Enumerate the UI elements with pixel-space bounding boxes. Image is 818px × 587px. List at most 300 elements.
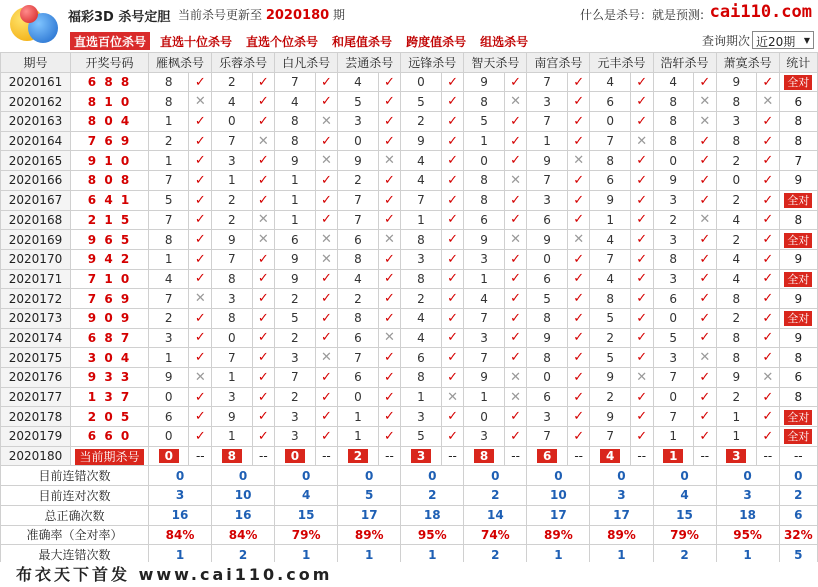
period-cell: 2020176 [1, 368, 71, 388]
chevron-down-icon: ▼ [803, 36, 810, 45]
kill-number: 4 [716, 210, 756, 230]
check-icon: ✓ [315, 427, 338, 447]
kill-number: 7 [464, 348, 504, 368]
stats-value: 17 [527, 505, 590, 525]
check-icon: ✓ [693, 72, 716, 92]
kill-number: 8 [653, 131, 693, 151]
check-icon: ✓ [378, 407, 401, 427]
current-row [1, 446, 818, 466]
kill-number: 0 [212, 328, 252, 348]
table-row [1, 72, 818, 92]
cross-icon: ✕ [757, 92, 780, 112]
check-icon: ✓ [315, 328, 338, 348]
kill-number: 7 [590, 131, 630, 151]
check-icon: ✓ [378, 269, 401, 289]
kill-number: 1 [212, 427, 252, 447]
kill-number: 1 [653, 427, 693, 447]
current-label-cell [71, 446, 149, 466]
kill-number: 9 [590, 407, 630, 427]
stats-value: 0 [653, 466, 716, 486]
draw-number: 6 4 1 [71, 190, 149, 210]
check-icon: ✓ [378, 387, 401, 407]
all-correct-badge: 全对 [784, 410, 812, 425]
check-icon: ✓ [252, 269, 275, 289]
kill-number: 9 [275, 151, 315, 171]
column-header: 萧寞杀号 [716, 53, 779, 73]
kill-number: 2 [590, 328, 630, 348]
period-cell: 2020167 [1, 190, 71, 210]
stats-value: 5 [779, 545, 817, 565]
table-row [1, 190, 818, 210]
check-icon: ✓ [378, 348, 401, 368]
site-link[interactable]: cai110.com [709, 2, 812, 22]
kill-table [0, 52, 818, 565]
check-icon: ✓ [189, 348, 212, 368]
kill-number: 7 [275, 72, 315, 92]
check-icon: ✓ [315, 368, 338, 388]
kill-number: 1 [464, 131, 504, 151]
cross-icon: ✕ [378, 328, 401, 348]
kill-number: 8 [401, 230, 441, 250]
check-icon: ✓ [315, 407, 338, 427]
cross-icon: ✕ [315, 249, 338, 269]
check-icon: ✓ [189, 407, 212, 427]
current-kill-number: 4 [600, 449, 620, 463]
kill-number: 2 [716, 387, 756, 407]
check-icon: ✓ [189, 269, 212, 289]
stats-value: 0 [464, 466, 527, 486]
current-kill-number: 6 [537, 449, 557, 463]
draw-number: 7 1 0 [71, 269, 149, 289]
kill-number: 1 [275, 190, 315, 210]
nav-tab-5[interactable]: 组选杀号 [480, 35, 529, 49]
cross-icon: ✕ [441, 387, 464, 407]
kill-number: 8 [527, 348, 567, 368]
stats-label: 最大连错次数 [1, 545, 149, 565]
kill-number: 7 [590, 427, 630, 447]
nav-tab-4[interactable]: 跨度值杀号 [406, 35, 467, 49]
cross-icon: ✕ [252, 131, 275, 151]
check-icon: ✓ [630, 249, 653, 269]
cross-icon: ✕ [315, 348, 338, 368]
column-header: 统计 [779, 53, 817, 73]
pending-dash: -- [757, 446, 780, 466]
kill-number: 7 [149, 289, 189, 309]
kill-number: 4 [653, 72, 693, 92]
draw-number: 3 0 4 [71, 348, 149, 368]
stat-cell [779, 190, 817, 210]
logo [6, 3, 64, 45]
kill-number: 0 [590, 112, 630, 132]
kill-number: 0 [149, 427, 189, 447]
kill-number: 7 [338, 348, 378, 368]
kill-number: 3 [401, 249, 441, 269]
pending-dash: -- [315, 446, 338, 466]
stats-value: 89% [527, 525, 590, 545]
draw-number: 6 8 8 [71, 72, 149, 92]
check-icon: ✓ [757, 348, 780, 368]
nav-tab-1[interactable]: 直选十位杀号 [160, 35, 233, 49]
stats-value: 1 [149, 545, 212, 565]
table-row [1, 230, 818, 250]
kill-number: 3 [527, 407, 567, 427]
kill-number: 1 [149, 348, 189, 368]
stat-cell: 7 [779, 151, 817, 171]
update-suffix: 期 [333, 8, 346, 22]
kill-number: 6 [401, 348, 441, 368]
check-icon: ✓ [252, 249, 275, 269]
kill-number: 1 [275, 171, 315, 191]
check-icon: ✓ [504, 348, 527, 368]
stats-value: 0 [779, 466, 817, 486]
header [0, 0, 818, 52]
check-icon: ✓ [315, 171, 338, 191]
check-icon: ✓ [252, 387, 275, 407]
kill-number: 8 [275, 112, 315, 132]
stats-value: 2 [464, 486, 527, 506]
check-icon: ✓ [252, 308, 275, 328]
stat-cell: -- [779, 446, 817, 466]
kill-number: 9 [716, 368, 756, 388]
kill-number: 8 [464, 92, 504, 112]
stat-cell: 9 [779, 249, 817, 269]
period-cell: 2020171 [1, 269, 71, 289]
table-row [1, 92, 818, 112]
check-icon: ✓ [315, 92, 338, 112]
kill-number: 4 [212, 92, 252, 112]
stats-value: 3 [149, 486, 212, 506]
kill-number: 4 [401, 151, 441, 171]
kill-number: 8 [401, 368, 441, 388]
check-icon: ✓ [630, 269, 653, 289]
kill-number: 8 [149, 230, 189, 250]
kill-number: 1 [401, 387, 441, 407]
check-icon: ✓ [378, 112, 401, 132]
check-icon: ✓ [630, 407, 653, 427]
check-icon: ✓ [441, 210, 464, 230]
draw-number: 8 0 8 [71, 171, 149, 191]
check-icon: ✓ [252, 368, 275, 388]
current-kill-number: 2 [348, 449, 368, 463]
check-icon: ✓ [315, 190, 338, 210]
all-correct-badge: 全对 [784, 193, 812, 208]
kill-number: 8 [275, 131, 315, 151]
kill-number: 6 [338, 230, 378, 250]
check-icon: ✓ [630, 328, 653, 348]
stat-cell [779, 230, 817, 250]
current-kill-number: 0 [159, 449, 179, 463]
stats-value: 16 [149, 505, 212, 525]
check-icon: ✓ [189, 387, 212, 407]
kill-number: 2 [716, 190, 756, 210]
check-icon: ✓ [567, 348, 590, 368]
check-icon: ✓ [757, 289, 780, 309]
kill-number: 2 [275, 328, 315, 348]
draw-number: 7 6 9 [71, 289, 149, 309]
pending-dash: -- [567, 446, 590, 466]
table-row [1, 269, 818, 289]
cross-icon: ✕ [189, 368, 212, 388]
kill-number: 0 [401, 72, 441, 92]
stats-value: 1 [401, 545, 464, 565]
kill-number: 6 [149, 407, 189, 427]
kill-number: 6 [275, 230, 315, 250]
kill-number: 1 [464, 387, 504, 407]
stats-value: 3 [716, 486, 779, 506]
footer-banner [0, 562, 818, 587]
kill-number: 1 [590, 210, 630, 230]
stats-label: 目前连错次数 [1, 466, 149, 486]
stat-cell: 6 [779, 92, 817, 112]
period-select[interactable] [752, 31, 814, 49]
stats-label: 目前连对次数 [1, 486, 149, 506]
check-icon: ✓ [441, 112, 464, 132]
column-header: 开奖号码 [71, 53, 149, 73]
pending-dash: -- [693, 446, 716, 466]
check-icon: ✓ [441, 368, 464, 388]
kill-number: 1 [149, 112, 189, 132]
cross-icon: ✕ [693, 92, 716, 112]
kill-number: 3 [464, 328, 504, 348]
kill-number: 2 [653, 210, 693, 230]
kill-number: 4 [464, 289, 504, 309]
check-icon: ✓ [189, 72, 212, 92]
column-header: 元丰杀号 [590, 53, 653, 73]
check-icon: ✓ [757, 387, 780, 407]
cross-icon: ✕ [693, 348, 716, 368]
kill-number: 7 [653, 407, 693, 427]
stat-cell: 8 [779, 112, 817, 132]
stats-value: 2 [653, 545, 716, 565]
period-cell: 2020164 [1, 131, 71, 151]
kill-number: 9 [716, 72, 756, 92]
check-icon: ✓ [504, 249, 527, 269]
column-header: 智天杀号 [464, 53, 527, 73]
stats-value: 2 [464, 545, 527, 565]
check-icon: ✓ [567, 249, 590, 269]
check-icon: ✓ [441, 348, 464, 368]
draw-number: 9 3 3 [71, 368, 149, 388]
kill-number: 6 [338, 328, 378, 348]
check-icon: ✓ [693, 190, 716, 210]
kill-number: 8 [653, 112, 693, 132]
stats-value: 0 [149, 466, 212, 486]
current-kill-cell [464, 446, 504, 466]
check-icon: ✓ [757, 230, 780, 250]
stats-value: 1 [527, 545, 590, 565]
cross-icon: ✕ [504, 230, 527, 250]
check-icon: ✓ [378, 308, 401, 328]
period-cell: 2020178 [1, 407, 71, 427]
kill-number: 8 [716, 131, 756, 151]
check-icon: ✓ [504, 210, 527, 230]
check-icon: ✓ [630, 151, 653, 171]
kill-number: 7 [527, 427, 567, 447]
cross-icon: ✕ [189, 289, 212, 309]
check-icon: ✓ [441, 308, 464, 328]
check-icon: ✓ [567, 112, 590, 132]
update-info [178, 6, 345, 23]
stats-value: 2 [212, 545, 275, 565]
kill-number: 7 [149, 171, 189, 191]
stat-cell [779, 427, 817, 447]
current-kill-cell [401, 446, 441, 466]
kill-number: 3 [275, 348, 315, 368]
kill-number: 1 [212, 368, 252, 388]
kill-number: 0 [716, 171, 756, 191]
period-cell: 2020166 [1, 171, 71, 191]
kill-number: 9 [149, 368, 189, 388]
kill-number: 4 [149, 269, 189, 289]
check-icon: ✓ [252, 427, 275, 447]
draw-number: 6 6 0 [71, 427, 149, 447]
stats-value: 0 [716, 466, 779, 486]
kill-number: 4 [401, 308, 441, 328]
cross-icon: ✕ [315, 151, 338, 171]
check-icon: ✓ [693, 368, 716, 388]
table-row [1, 151, 818, 171]
kill-number: 2 [716, 151, 756, 171]
kill-number: 0 [338, 387, 378, 407]
kill-number: 0 [212, 112, 252, 132]
period-cell: 2020180 [1, 446, 71, 466]
kill-number: 7 [527, 112, 567, 132]
kill-number: 8 [338, 249, 378, 269]
kill-number: 2 [401, 112, 441, 132]
kill-number: 7 [527, 72, 567, 92]
kill-number: 9 [464, 72, 504, 92]
kill-number: 8 [716, 328, 756, 348]
kill-number: 9 [590, 190, 630, 210]
kill-number: 7 [212, 131, 252, 151]
period-cell: 2020165 [1, 151, 71, 171]
kill-number: 0 [653, 308, 693, 328]
check-icon: ✓ [504, 308, 527, 328]
stats-value: 0 [401, 466, 464, 486]
check-icon: ✓ [693, 151, 716, 171]
check-icon: ✓ [252, 72, 275, 92]
kill-number: 2 [338, 171, 378, 191]
kill-number: 3 [464, 427, 504, 447]
stats-value: 0 [527, 466, 590, 486]
check-icon: ✓ [630, 190, 653, 210]
kill-number: 1 [149, 151, 189, 171]
check-icon: ✓ [693, 289, 716, 309]
all-correct-badge: 全对 [784, 272, 812, 287]
check-icon: ✓ [315, 210, 338, 230]
stats-value: 17 [590, 505, 653, 525]
stats-value: 5 [338, 486, 401, 506]
brand-title: 福彩3D 杀号定胆 [68, 10, 171, 25]
stats-value: 1 [590, 545, 653, 565]
cross-icon: ✕ [189, 92, 212, 112]
kill-number: 3 [527, 92, 567, 112]
check-icon: ✓ [693, 269, 716, 289]
stats-label: 总正确次数 [1, 505, 149, 525]
kill-number: 3 [212, 387, 252, 407]
check-icon: ✓ [189, 249, 212, 269]
draw-number: 9 1 0 [71, 151, 149, 171]
check-icon: ✓ [567, 92, 590, 112]
table-row [1, 249, 818, 269]
check-icon: ✓ [315, 289, 338, 309]
stat-cell [779, 407, 817, 427]
table-row [1, 407, 818, 427]
check-icon: ✓ [315, 72, 338, 92]
kill-number: 6 [527, 210, 567, 230]
stat-cell: 9 [779, 171, 817, 191]
cross-icon: ✕ [504, 368, 527, 388]
pending-dash: -- [378, 446, 401, 466]
check-icon: ✓ [189, 328, 212, 348]
check-icon: ✓ [504, 269, 527, 289]
stat-cell: 8 [779, 210, 817, 230]
check-icon: ✓ [441, 92, 464, 112]
current-kill-cell [275, 446, 315, 466]
check-icon: ✓ [567, 72, 590, 92]
kill-number: 8 [590, 151, 630, 171]
query-label: 查询期次 [701, 34, 750, 48]
check-icon: ✓ [189, 190, 212, 210]
kill-number: 5 [149, 190, 189, 210]
check-icon: ✓ [441, 328, 464, 348]
check-icon: ✓ [567, 308, 590, 328]
check-icon: ✓ [757, 328, 780, 348]
nav-tab-3[interactable]: 和尾值杀号 [332, 35, 393, 49]
check-icon: ✓ [441, 230, 464, 250]
kill-number: 5 [590, 348, 630, 368]
stat-cell [779, 308, 817, 328]
check-icon: ✓ [757, 427, 780, 447]
check-icon: ✓ [189, 131, 212, 151]
period-cell: 2020175 [1, 348, 71, 368]
check-icon: ✓ [378, 131, 401, 151]
check-icon: ✓ [189, 210, 212, 230]
column-header: 浩轩杀号 [653, 53, 716, 73]
nav-tab-2[interactable]: 直选个位杀号 [246, 35, 319, 49]
table-row [1, 171, 818, 191]
draw-number: 8 0 4 [71, 112, 149, 132]
stats-row [1, 466, 818, 486]
check-icon: ✓ [252, 348, 275, 368]
check-icon: ✓ [757, 210, 780, 230]
kill-number: 8 [716, 348, 756, 368]
cross-icon: ✕ [504, 92, 527, 112]
current-kill-cell [212, 446, 252, 466]
kill-number: 6 [590, 171, 630, 191]
check-icon: ✓ [441, 190, 464, 210]
check-icon: ✓ [252, 289, 275, 309]
stats-value: 1 [275, 545, 338, 565]
table-row [1, 328, 818, 348]
kill-number: 8 [212, 308, 252, 328]
period-cell: 2020179 [1, 427, 71, 447]
check-icon: ✓ [378, 171, 401, 191]
kill-number: 3 [653, 269, 693, 289]
check-icon: ✓ [378, 210, 401, 230]
column-header: 南宫杀号 [527, 53, 590, 73]
check-icon: ✓ [441, 427, 464, 447]
check-icon: ✓ [567, 407, 590, 427]
nav-tab-0[interactable]: 直选百位杀号 [70, 32, 150, 50]
check-icon: ✓ [315, 131, 338, 151]
kill-number: 1 [149, 249, 189, 269]
check-icon: ✓ [252, 92, 275, 112]
stats-value: 10 [212, 486, 275, 506]
check-icon: ✓ [693, 230, 716, 250]
check-icon: ✓ [757, 151, 780, 171]
kill-number: 3 [338, 112, 378, 132]
